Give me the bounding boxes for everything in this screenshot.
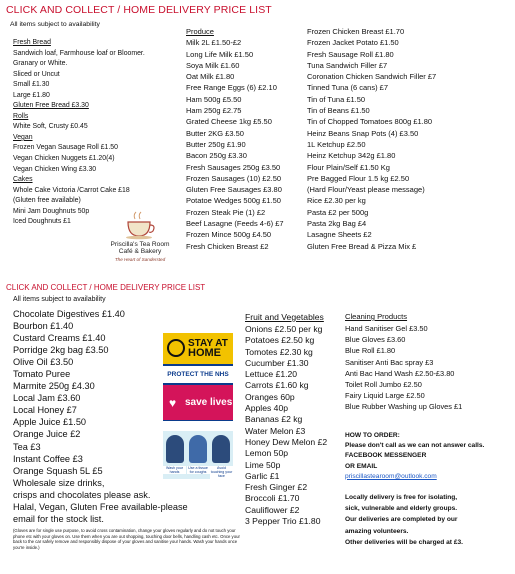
order-or-email: OR EMAIL xyxy=(345,462,378,470)
tea-room-logo xyxy=(105,241,175,263)
list-item: Milk 2L £1.50-£2 xyxy=(186,38,242,48)
caption-tissue: Use a tissue for coughs xyxy=(188,466,208,475)
list-item: Oat Milk £1.80 xyxy=(186,72,235,82)
list-item: Pre Bagged Flour 1.5 kg £2.50 xyxy=(307,173,410,183)
list-item: Frozen Sausages (10) £2.50 xyxy=(186,173,282,183)
list-item: email for the stock list. xyxy=(13,513,104,524)
list-item: Water Melon £3 xyxy=(245,425,306,436)
list-item: Halal, Vegan, Gluten Free available-please xyxy=(13,501,188,512)
hygiene-illustration xyxy=(163,431,233,479)
list-item: Porridge 2kg bag £3.50 xyxy=(13,345,109,356)
pantry-drinks-column xyxy=(13,308,188,525)
caption-wash-hands: Wash your hands xyxy=(163,466,186,474)
list-item: Mini Jam Doughnuts 50p xyxy=(13,207,90,215)
groceries-column xyxy=(307,26,436,252)
list-item: Cakes xyxy=(13,176,33,184)
list-item: Frozen Vegan Sausage Roll £1.50 xyxy=(13,144,118,152)
list-item: Blue Gloves £3.60 xyxy=(345,335,406,345)
list-item: (Hard Flour/Yeast please message) xyxy=(307,185,425,195)
list-item: Tin of Chopped Tomatoes 800g £1.80 xyxy=(307,117,433,127)
caption-avoid-face: Avoid touching your face xyxy=(210,466,233,479)
list-item: Tin of Beans £1.50 xyxy=(307,106,370,116)
list-item: Local Honey £7 xyxy=(13,405,77,416)
list-item: Rice £2.30 per kg xyxy=(307,196,366,206)
list-item: Sandwich loaf, Farmhouse loaf or Bloomer. xyxy=(13,49,145,57)
list-item: Ham 250g £2.75 xyxy=(186,106,242,116)
list-item: (Gluten free available) xyxy=(13,197,81,205)
list-item: Large £1.80 xyxy=(13,91,50,99)
list-item: Lasagne Sheets £2 xyxy=(307,230,372,240)
list-item: Tomato Puree xyxy=(13,369,71,380)
list-item: Coronation Chicken Sandwich Filler £7 xyxy=(307,72,437,82)
list-item: Sliced or Uncut xyxy=(13,70,60,78)
list-item: Potatoes £2.50 kg xyxy=(245,335,315,346)
list-item: Tea £3 xyxy=(13,441,41,452)
list-item: Potatoe Wedges 500g £1.50 xyxy=(186,196,281,206)
list-item: Ham 500g £5.50 xyxy=(186,94,242,104)
list-item: Marmite 250g £4.30 xyxy=(13,381,95,392)
list-item: Bourbon £1.40 xyxy=(13,321,74,332)
list-item: Toilet Roll Jumbo £2.50 xyxy=(345,380,422,390)
cleaning-products-column xyxy=(345,323,462,413)
home-text: HOME xyxy=(188,346,221,359)
list-item: Free Range Eggs (6) £2.10 xyxy=(186,83,277,93)
list-item: Tin of Tuna £1.50 xyxy=(307,94,366,104)
list-item: Gluten Free Sausages £3.80 xyxy=(186,185,282,195)
list-item: Small £1.30 xyxy=(13,81,50,89)
list-item: Butter 250g £1.90 xyxy=(186,139,246,149)
list-item: White Soft, Crusty £0.45 xyxy=(13,123,88,131)
list-item: Tuna Sandwich Filler £7 xyxy=(307,60,388,70)
crest-icon xyxy=(167,339,185,357)
list-item: amazing volunteers. xyxy=(345,527,409,535)
list-item: Locally delivery is free for isolating, xyxy=(345,494,458,501)
list-item: Carrots £1.60 kg xyxy=(245,380,309,391)
logo-line-1: Priscilla's Tea Room xyxy=(110,241,170,248)
washing-hands-figure xyxy=(166,435,184,463)
order-heading: HOW TO ORDER: xyxy=(345,432,400,439)
list-item: Frozen Jacket Potato £1.50 xyxy=(307,38,399,48)
list-item: Long Life Milk £1.50 xyxy=(186,49,254,59)
list-item: Blue Roll £1.80 xyxy=(345,346,396,356)
bread-vegan-cakes-column xyxy=(13,38,145,228)
availability-note: All items subject to availability xyxy=(10,21,100,28)
list-item: Other deliveries will be charged at £3. xyxy=(345,538,464,546)
stay-home-poster xyxy=(163,333,233,421)
list-item: Lettuce £1.20 xyxy=(245,369,298,380)
list-item: Vegan Chicken Wing £3.30 xyxy=(13,165,97,173)
list-item: Apple Juice £1.50 xyxy=(13,417,87,428)
list-item: Blue Rubber Washing up Gloves £1 xyxy=(345,402,463,412)
order-no-calls: Please don't call as we can not answer calls. xyxy=(345,442,485,450)
list-item: Fresh Bread xyxy=(13,39,51,46)
list-item: Pasta £2 per 500g xyxy=(307,207,369,217)
list-item: Garlic £1 xyxy=(245,470,280,481)
list-item: Our deliveries are completed by our xyxy=(345,516,458,524)
list-item: Heinz Ketchup 342g £1.80 xyxy=(307,151,396,161)
list-item: Lime 50p xyxy=(245,459,281,470)
tissue-figure xyxy=(189,435,207,463)
list-item: Cucumber £1.30 xyxy=(245,357,309,368)
list-item: Flour Plain/Self £1.50 Kg xyxy=(307,162,390,172)
list-item: Butter 2KG £3.50 xyxy=(186,128,244,138)
how-to-order xyxy=(345,431,484,482)
list-item: Soya Milk £1.60 xyxy=(186,60,240,70)
list-item: Iced Doughnuts £1 xyxy=(13,218,71,226)
list-item: Heinz Beans Snap Pots (4) £3.50 xyxy=(307,128,419,138)
list-item: Fairy Liquid Large £2.50 xyxy=(345,391,425,401)
list-item: Vegan Chicken Nuggets £1.20(4) xyxy=(13,155,115,163)
list-item: Hand Sanitiser Gel £3.50 xyxy=(345,324,428,333)
list-item: Granary or White. xyxy=(13,60,68,68)
list-item: Frozen Mince 500g £4.50 xyxy=(186,230,272,240)
delivery-info xyxy=(345,492,463,548)
face-touch-figure xyxy=(212,435,230,463)
produce-column xyxy=(186,26,284,252)
list-item: 3 Pepper Trio £1.80 xyxy=(245,516,321,527)
stay-home-banner xyxy=(163,333,233,364)
list-item: Pasta 2kg Bag £4 xyxy=(307,219,367,229)
list-item: Olive Oil £3.50 xyxy=(13,357,74,368)
price-list-title-2: CLICK AND COLLECT / HOME DELIVERY PRICE LIST xyxy=(6,283,206,292)
stay-at-text: STAY AT xyxy=(188,338,228,349)
list-item: Vegan xyxy=(13,133,33,141)
list-item: Apples 40p xyxy=(245,403,289,414)
list-item: Rolls xyxy=(13,112,29,120)
list-item: Onions £2.50 per kg xyxy=(245,324,323,334)
teacup-logo-icon xyxy=(122,210,158,240)
fruit-veg-heading: Fruit and Vegetables xyxy=(245,312,324,322)
price-list-title: CLICK AND COLLECT / HOME DELIVERY PRICE LIST xyxy=(6,4,272,16)
list-item: Chocolate Digestives £1.40 xyxy=(13,309,125,319)
list-item: Tinned Tuna (6 cans) £7 xyxy=(307,83,389,93)
logo-line-2: Café & Bakery xyxy=(118,248,162,256)
protect-nhs-banner: PROTECT THE NHS xyxy=(163,366,233,383)
list-item: sick, vulnerable and elderly groups. xyxy=(345,505,458,513)
list-item: Produce xyxy=(186,27,214,36)
list-item: Custard Creams £1.40 xyxy=(13,333,106,344)
list-item: Bananas £2 kg xyxy=(245,414,303,425)
list-item: 1L Ketchup £2.50 xyxy=(307,139,366,149)
list-item: Oranges 60p xyxy=(245,391,295,402)
list-item: Local Jam £3.60 xyxy=(13,393,81,404)
logo-tagline: The Heart of Sandersted xyxy=(114,256,166,262)
list-item: Whole Cake Victoria /Carrot Cake £18 xyxy=(13,186,130,194)
list-item: Orange Juice £2 xyxy=(13,429,81,440)
save-lives-banner xyxy=(163,385,233,420)
list-item: Broccoli £1.70 xyxy=(245,493,300,504)
list-item: Fresh Chicken Breast £2 xyxy=(186,241,269,251)
list-item: Lemon 50p xyxy=(245,448,289,459)
list-item: Tomotes £2.30 kg xyxy=(245,346,313,357)
list-item: Bacon 250g £3.30 xyxy=(186,151,247,161)
list-item: Frozen Steak Pie (1) £2 xyxy=(186,207,266,217)
list-item: Fresh Ginger £2 xyxy=(245,482,308,493)
email-link[interactable]: priscillastearoom@outlook.com xyxy=(345,472,437,480)
list-item: crisps and chocolates please ask. xyxy=(13,489,151,500)
availability-note-2: All items subject to availability xyxy=(13,296,106,303)
list-item: Sanitiser Anti Bac spray £3 xyxy=(345,357,434,367)
list-item: Instant Coffee £3 xyxy=(13,453,83,464)
list-item: Honey Dew Melon £2 xyxy=(245,436,328,447)
list-item: Wholesale size drinks, xyxy=(13,477,105,488)
list-item: Fresh Sausage Roll £1.80 xyxy=(307,49,394,59)
list-item: Grated Cheese 1kg £5.50 xyxy=(186,117,272,127)
gloves-footnote: (Gloves are for single use purpose, to avoid cross contamination, change your gloves regularly and do not touch your phone etc with your gloves on. Use them when you are out shopping, touching door bells, handling cash etc. Once your back to the car safely remove and responsibly dispose of your gloves and sanitise your hands. Wash your hands once you're inside.) xyxy=(13,528,240,550)
heart-icon: ♥ xyxy=(169,396,177,410)
cleaning-products-heading: Cleaning Products xyxy=(345,312,408,321)
list-item: Beef Lasagne (Feeds 4-6) £7 xyxy=(186,219,284,229)
list-item: Gluten Free Bread & Pizza Mix £ xyxy=(307,241,417,251)
list-item: Fresh Sausages 250g £3.50 xyxy=(186,162,281,172)
order-facebook: FACEBOOK MESSENGER xyxy=(345,452,427,460)
list-item: Gluten Free Bread £3.30 xyxy=(13,102,89,110)
list-item: Orange Squash 5L £5 xyxy=(13,465,103,476)
list-item: Frozen Chicken Breast £1.70 xyxy=(307,27,405,36)
fruit-veg-column xyxy=(245,324,327,527)
save-lives-text: save lives xyxy=(185,397,233,408)
list-item: Anti Bac Hand Wash £2.50-£3.80 xyxy=(345,368,455,378)
list-item: Cauliflower £2 xyxy=(245,504,300,515)
